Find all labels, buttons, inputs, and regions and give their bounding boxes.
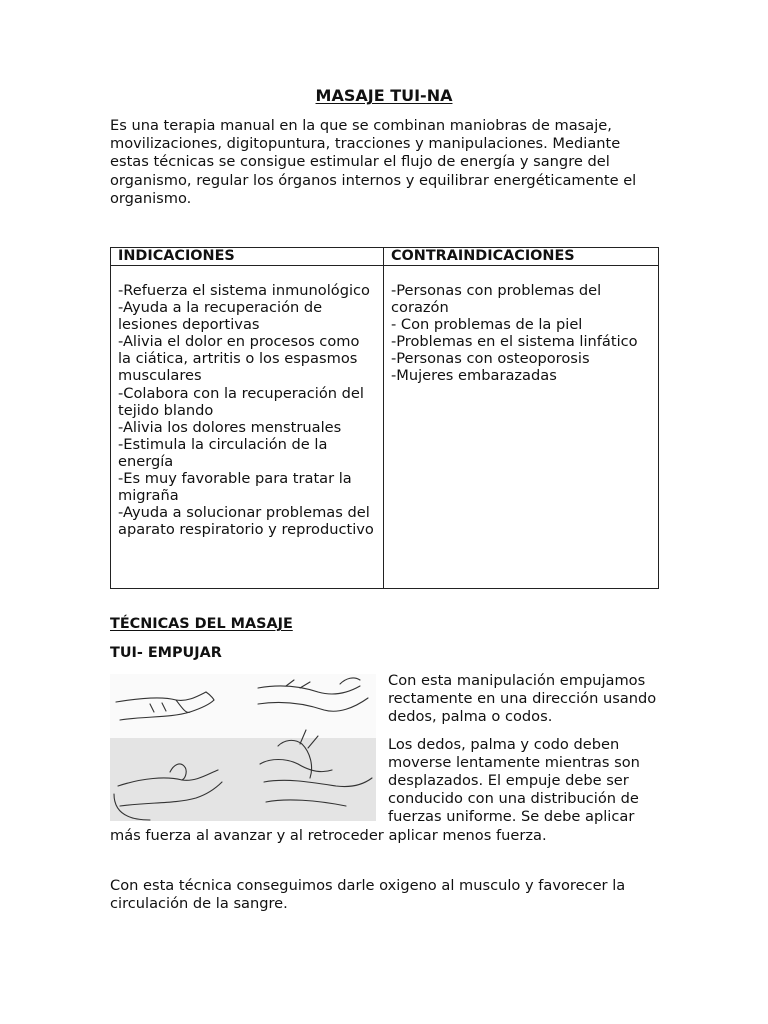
section-heading: TÉCNICAS DEL MASAJE: [110, 616, 293, 632]
technique-paragraph-1: Con esta manipulación empujamos rectamente en una dirección usando dedos, palma o codos.: [388, 672, 657, 726]
indication-item: -Refuerza el sistema inmunológico: [118, 282, 370, 299]
intro-paragraph: Es una terapia manual en la que se combinan maniobras de masaje, movilizaciones, digitopuntura, tracciones y manipulaciones. Mediante estas técnicas se consigue estimular el flujo de energía y sangre del organismo, regular los órganos internos y equilibrar energéticamente el organismo.: [110, 117, 637, 207]
technique-body: [110, 672, 658, 854]
contraindication-item: -Personas con problemas del corazón: [391, 282, 602, 317]
contraindication-item: - Con problemas de la piel: [391, 316, 583, 334]
technique-paragraph-3: Con esta técnica conseguimos darle oxigeno al musculo y favorecer la circulación de la sangre.: [110, 877, 626, 913]
hands-drawing: [110, 674, 376, 821]
indication-item: -Alivia el dolor en procesos como la ciática, artritis o los espasmos musculares: [118, 333, 360, 385]
contraindications-cell: [384, 266, 659, 589]
indications-cell: [111, 266, 384, 589]
indication-item: -Alivia los dolores menstruales: [118, 418, 342, 436]
indication-item: -Ayuda a la recuperación de lesiones deportivas: [118, 299, 323, 334]
indications-header: INDICACIONES: [111, 248, 384, 266]
indication-item: -Ayuda a solucionar problemas del aparato respiratorio y reproductivo: [118, 504, 374, 539]
massage-illustration: [110, 674, 376, 821]
indication-item: -Es muy favorable para tratar la migraña: [118, 470, 352, 505]
indications-table: [110, 247, 659, 589]
technique-subheading: TUI- EMPUJAR: [110, 645, 222, 661]
contraindication-item: -Personas con osteoporosis: [391, 350, 590, 368]
contraindication-item: -Problemas en el sistema linfático: [391, 333, 638, 351]
contraindication-item: -Mujeres embarazadas: [391, 367, 557, 385]
technique-paragraph-2: Los dedos, palma y codo deben moverse lentamente mientras son desplazados. El empuje debe ser conducido con una distribución de fuerzas uniforme. Se debe aplicar más fuerza al avanzar y al retroceder aplicar menos fuerza.: [110, 735, 640, 844]
indication-item: -Colabora con la recuperación del tejido blando: [118, 384, 364, 419]
page-title: MASAJE TUI-NA: [315, 86, 453, 105]
indication-item: -Estimula la circulación de la energía: [118, 435, 328, 470]
contraindications-header: CONTRAINDICACIONES: [384, 248, 659, 266]
